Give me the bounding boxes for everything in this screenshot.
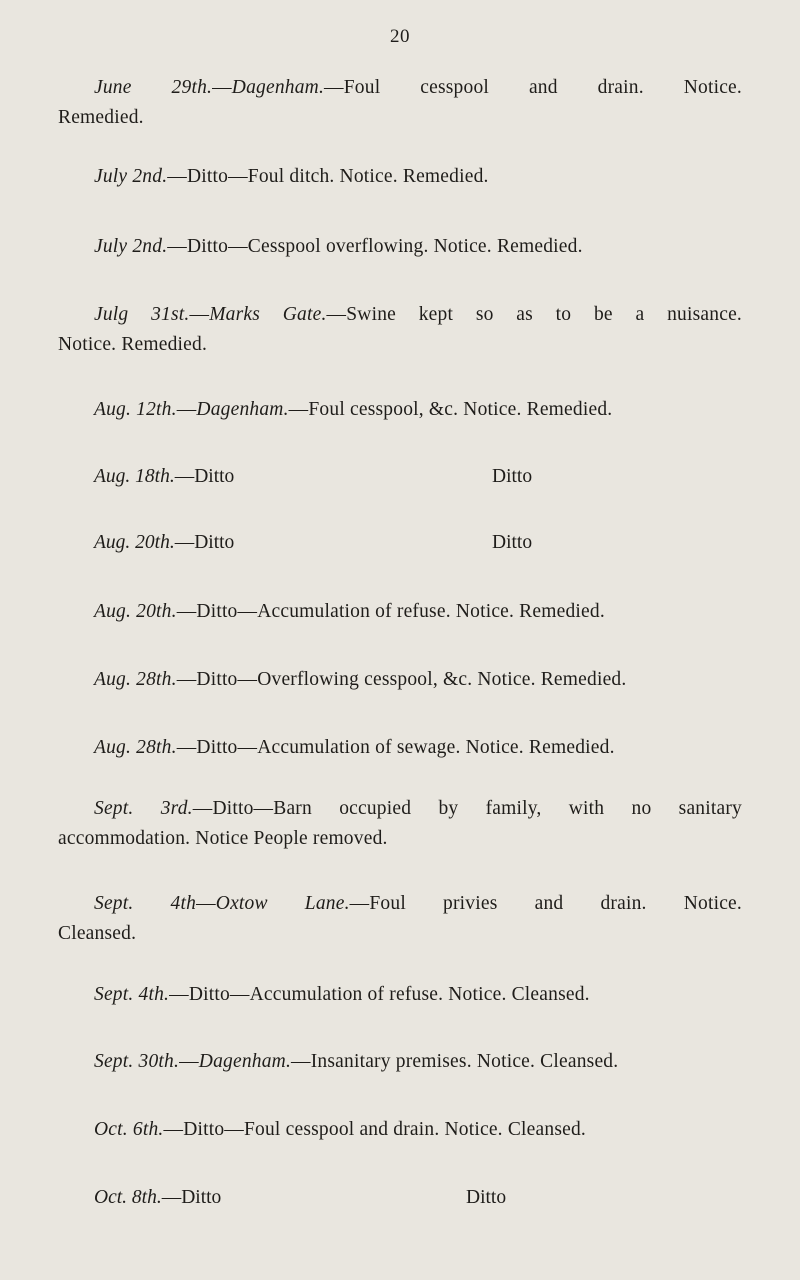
ditto-mark: Ditto	[492, 532, 533, 553]
entry-line: Sept. 3rd.—Ditto—Barn occupied by family, with no sanitary	[94, 798, 742, 819]
log-entry	[58, 395, 742, 425]
log-entry	[58, 794, 742, 854]
ditto-mark: Ditto	[466, 1187, 507, 1208]
entry-date: Aug. 28th.	[94, 737, 177, 758]
entry-continuation: Cleansed.	[58, 923, 137, 944]
entry-line: Aug. 20th.—Ditto—Accumulation of refuse. Notice. Remedied.	[94, 601, 605, 622]
log-entry	[58, 232, 742, 262]
entry-text: Ditto	[181, 1187, 222, 1208]
entry-place: Oxtow Lane.	[215, 893, 350, 914]
entry-date: Aug. 18th.	[94, 466, 175, 487]
log-entry	[58, 665, 742, 695]
entry-text: Ditto—Accumulation of sewage. Notice. Remedied.	[196, 737, 615, 758]
entry-text: Foul cesspool and drain. Notice.	[343, 77, 742, 98]
entry-continuation: Notice. Remedied.	[58, 334, 208, 355]
entry-text: Foul privies and drain. Notice.	[369, 893, 742, 914]
entry-date: Sept. 4th	[94, 893, 197, 914]
entry-text: Insanitary premises. Notice. Cleansed.	[310, 1051, 619, 1072]
entry-date: Sept. 4th.	[94, 984, 170, 1005]
entry-date: Sept. 30th.	[94, 1051, 180, 1072]
log-entry	[58, 1047, 742, 1077]
entry-date: Oct. 8th.	[94, 1187, 162, 1208]
log-entry	[58, 889, 742, 949]
log-entry	[58, 1115, 742, 1145]
entry-date: Aug. 20th.	[94, 601, 177, 622]
entry-place: Marks Gate.	[209, 304, 327, 325]
log-entry	[58, 980, 742, 1010]
entry-text: Ditto—Cesspool overflowing. Notice. Remedied.	[186, 236, 583, 257]
entry-line: June 29th.—Dagenham.—Foul cesspool and drain. Notice.	[94, 77, 742, 98]
page-number: 20	[390, 26, 410, 47]
entry-date: July 2nd.	[94, 236, 168, 257]
entry-line: July 2nd.—Ditto—Cesspool overflowing. Notice. Remedied.	[94, 236, 583, 257]
entry-date: July 2nd.	[94, 166, 168, 187]
log-entry: Aug. 20th.—Ditto Ditto	[94, 528, 694, 558]
log-entry	[58, 73, 742, 133]
ditto-mark: Ditto	[492, 466, 533, 487]
entry-text: Ditto	[194, 532, 235, 553]
entry-date: Sept. 3rd.	[94, 798, 193, 819]
log-entry: Aug. 18th.—Ditto Ditto	[94, 462, 694, 492]
entry-place: Dagenham.	[196, 399, 289, 420]
entry-line: Julg 31st.—Marks Gate.—Swine kept so as to be a nuisance.	[94, 304, 742, 325]
entry-continuation: Remedied.	[58, 107, 144, 128]
log-entry	[58, 733, 742, 763]
entry-line: Aug. 12th.—Dagenham.—Foul cesspool, &c. Notice. Remedied.	[94, 399, 613, 420]
entry-text: Ditto—Accumulation of refuse. Notice. Remedied.	[196, 601, 605, 622]
entry-date: Aug. 12th.	[94, 399, 177, 420]
entry-text: Ditto—Foul cesspool and drain. Notice. Cleansed.	[183, 1119, 586, 1140]
entry-text: Swine kept so as to be a nuisance.	[346, 304, 742, 325]
entry-text: Ditto—Barn occupied by family, with no sanitary	[212, 798, 742, 819]
entry-text: Ditto—Overflowing cesspool, &c. Notice. Remedied.	[196, 669, 627, 690]
entry-date: Aug. 28th.	[94, 669, 177, 690]
entry-text: Ditto—Foul ditch. Notice. Remedied.	[186, 166, 489, 187]
entry-text: Ditto—Accumulation of refuse. Notice. Cleansed.	[188, 984, 590, 1005]
entry-line: Aug. 28th.—Ditto—Overflowing cesspool, &c. Notice. Remedied.	[94, 669, 627, 690]
entry-date: June 29th.	[94, 77, 213, 98]
entry-date: Oct. 6th.	[94, 1119, 164, 1140]
entry-line: Sept. 4th—Oxtow Lane.—Foul privies and drain. Notice.	[94, 893, 742, 914]
entry-line: Sept. 30th.—Dagenham.—Insanitary premises. Notice. Cleansed.	[94, 1051, 619, 1072]
entry-line: Aug. 28th.—Ditto—Accumulation of sewage. Notice. Remedied.	[94, 737, 615, 758]
log-entry	[58, 597, 742, 627]
entry-continuation: accommodation. Notice People removed.	[58, 828, 388, 849]
entry-place: Dagenham.	[231, 77, 325, 98]
entry-date: Aug. 20th.	[94, 532, 175, 553]
entry-date: Julg 31st.	[94, 304, 190, 325]
log-entry: Oct. 8th.—Ditto Ditto	[94, 1183, 694, 1213]
entry-place: Dagenham.	[198, 1051, 292, 1072]
entry-line: July 2nd.—Ditto—Foul ditch. Notice. Remedied.	[94, 166, 489, 187]
entry-line: Sept. 4th.—Ditto—Accumulation of refuse. Notice. Cleansed.	[94, 984, 590, 1005]
log-entry	[58, 162, 742, 192]
entry-text: Ditto	[194, 466, 235, 487]
entry-text: Foul cesspool, &c. Notice. Remedied.	[308, 399, 613, 420]
log-entry	[58, 300, 742, 360]
entry-line: Oct. 6th.—Ditto—Foul cesspool and drain. Notice. Cleansed.	[94, 1119, 586, 1140]
